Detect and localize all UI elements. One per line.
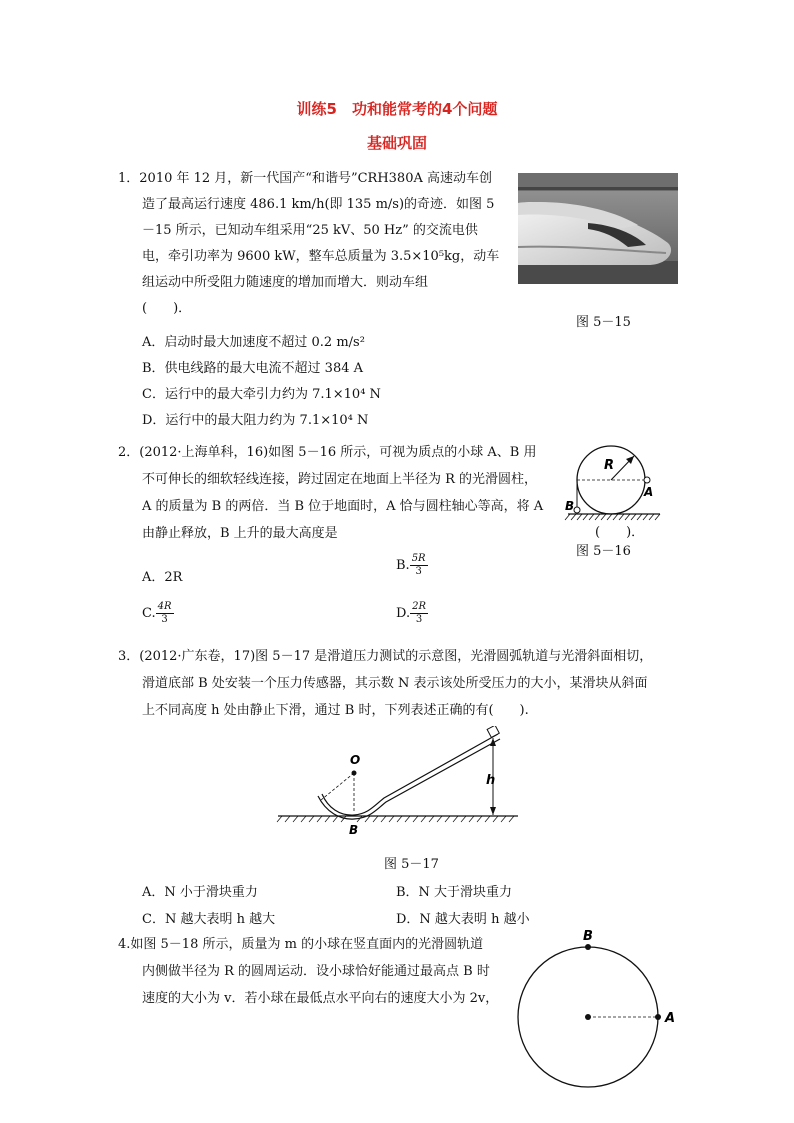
q2-line: 2．(2012·上海单科，16)如图 5－16 所示，可视为质点的小球 A、B 用 [118, 445, 537, 460]
option-prefix: C. [142, 606, 156, 621]
q3-option-c: C．N 越大表明 h 越大 [142, 912, 276, 927]
cylinder-diagram [560, 436, 670, 522]
q2-option-b [396, 553, 428, 578]
train-photo [518, 173, 678, 284]
q1-line: 组运动中所受阻力随速度的增加而增大．则动车组 [142, 275, 429, 290]
q3-line: 上不同高度 h 处由静止下滑，通过 B 时，下列表述正确的有( ). [142, 703, 529, 718]
fraction [156, 601, 174, 626]
figure-caption: 图 5－15 [576, 315, 631, 330]
numerator: 2R [412, 601, 426, 612]
q3-option-d: D．N 越大表明 h 越小 [396, 912, 530, 927]
q4-line: 速度的大小为 v．若小球在最低点水平向右的速度大小为 2v， [142, 991, 499, 1006]
question-2 [118, 444, 543, 543]
ground-hatching [277, 816, 514, 822]
q1-line: 电，牵引功率为 9600 kW，整车总质量为 3.5×10⁵kg，动车 [142, 249, 500, 264]
circular-track-diagram [514, 926, 690, 1116]
q1-line: ( )． [142, 301, 192, 316]
radius-label: R [604, 458, 615, 473]
q1-option-a: A．启动时最大加速度不超过 0.2 m/s² [142, 335, 365, 350]
q3-option-b: B．N 大于滑块重力 [396, 885, 513, 900]
numerator: 4R [157, 601, 172, 612]
q3-line: 滑道底部 B 处安装一个压力传感器，其示数 N 表示该处所受压力的大小，某滑块从斜面 [142, 676, 648, 691]
q1-option-d: D．运行中的最大阻力约为 7.1×10⁴ N [142, 413, 369, 428]
q2-option-d [396, 601, 428, 626]
denominator: 3 [161, 614, 168, 625]
center-o-label: O [350, 753, 361, 767]
q2-line: A 的质量为 B 的两倍．当 B 位于地面时，A 恰与圆柱轴心等高，将 A [142, 499, 544, 514]
question-4 [118, 936, 498, 1008]
fraction [410, 601, 428, 626]
ground-hatching [565, 514, 660, 520]
q3-line: 3．(2012·广东卷，17)图 5－17 是滑道压力测试的示意图，光滑圆弧轨道与光滑斜面相切， [118, 649, 653, 664]
slide-track-diagram [276, 726, 520, 836]
option-prefix: B. [396, 558, 410, 573]
top-point-b-label: B [583, 929, 593, 944]
side-point-a-label: A [665, 1011, 676, 1026]
point-b-label: B [349, 823, 359, 836]
q3-option-a: A．N 小于滑块重力 [142, 885, 258, 900]
numerator: 5R [411, 553, 426, 564]
fraction [410, 553, 428, 578]
ball-b-label: B [565, 499, 575, 513]
question-3 [118, 648, 652, 720]
option-prefix: D. [396, 606, 411, 621]
q1-line: －15 所示，已知动车组采用“25 kV、50 Hz” 的交流电供 [142, 223, 478, 238]
denominator: 3 [415, 614, 423, 625]
q2-option-c [142, 601, 174, 626]
figure-caption: 图 5－16 [576, 544, 631, 559]
q4-line: 4.如图 5－18 所示，质量为 m 的小球在竖直面内的光滑圆轨道 [118, 937, 484, 952]
page-subtitle: 基础巩固 [366, 134, 427, 152]
q1-option-c: C．运行中的最大牵引力约为 7.1×10⁴ N [142, 387, 381, 402]
denominator: 3 [415, 566, 422, 577]
ball-a-label: A [644, 485, 654, 499]
q2-answer-blank: ( )． [595, 525, 645, 540]
q2-line: 由静止释放，B 上升的最大高度是 [142, 526, 338, 541]
q1-options [142, 334, 381, 430]
height-h-label: h [486, 773, 496, 788]
q2-option-a: A．2R [142, 570, 183, 585]
q1-option-b: B．供电线路的最大电流不超过 384 A [142, 361, 364, 376]
q1-line: 造了最高运行速度 486.1 km/h(即 135 m/s)的奇迹．如图 5 [142, 197, 495, 212]
figure-caption: 图 5－17 [384, 857, 439, 872]
page-title: 训练5 功和能常考的4个问题 [296, 100, 498, 118]
q1-line: 1．2010 年 12 月，新一代国产“和谐号”CRH380A 高速动车创 [118, 171, 492, 186]
question-1 [118, 170, 499, 318]
q2-line: 不可伸长的细软轻线连接，跨过固定在地面上半径为 R 的光滑圆柱， [142, 472, 538, 487]
q4-line: 内侧做半径为 R 的圆周运动．设小球恰好能通过最高点 B 时 [142, 964, 490, 979]
